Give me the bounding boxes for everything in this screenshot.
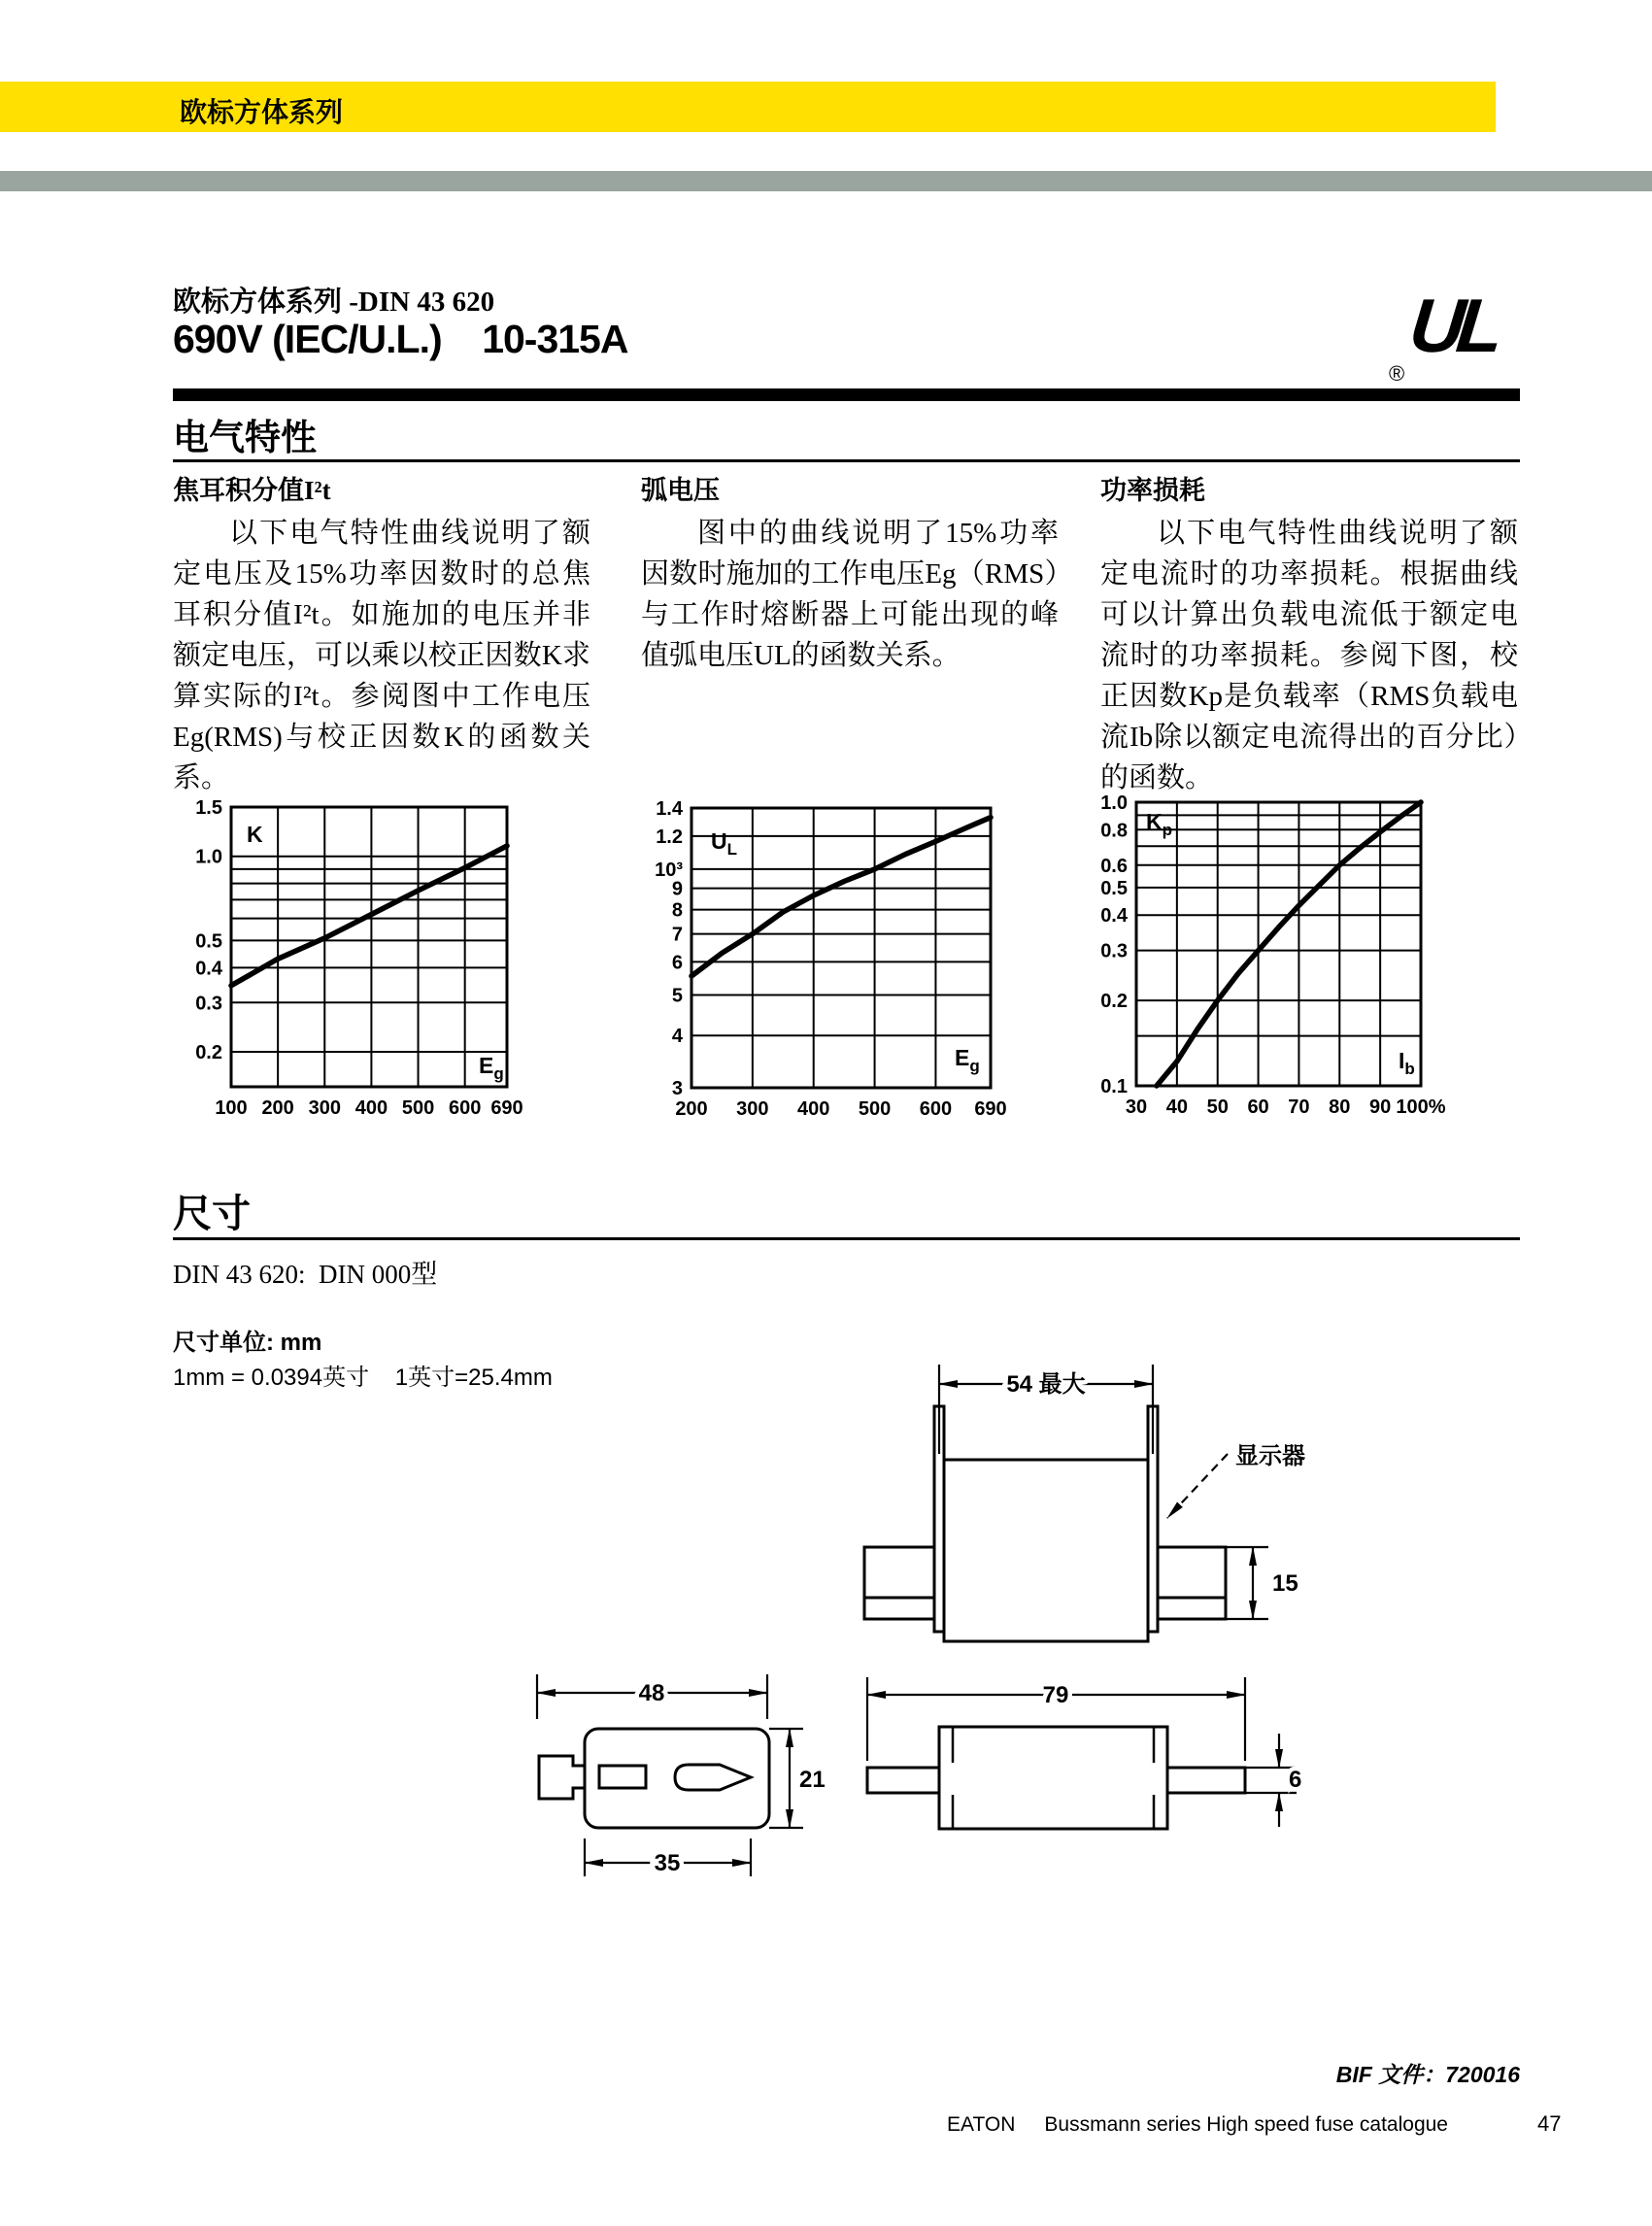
title-rule (173, 388, 1520, 401)
svg-text:90: 90 (1369, 1096, 1392, 1118)
registered-trademark-icon: ® (1389, 361, 1405, 386)
bif-file-note: BIF 文件：720016 (1335, 2062, 1520, 2087)
dimensions-rule (173, 1237, 1520, 1240)
footer-catalogue: Bussmann series High speed fuse catalogue (1044, 2113, 1448, 2136)
svg-text:1.0: 1.0 (195, 846, 222, 868)
blade-right (1158, 1547, 1226, 1619)
svg-text:0.1: 0.1 (1100, 1076, 1128, 1097)
svg-text:200: 200 (261, 1097, 294, 1119)
svg-text:6: 6 (671, 952, 683, 974)
ul-logo-letters: UL (1405, 283, 1500, 368)
svg-text:1.2: 1.2 (656, 826, 683, 848)
svg-text:0.3: 0.3 (1100, 940, 1128, 962)
svg-text:70: 70 (1288, 1096, 1310, 1118)
svg-text:0.3: 0.3 (195, 993, 222, 1015)
svg-text:0.5: 0.5 (195, 930, 222, 953)
arc-voltage-chart-plot (655, 798, 1007, 1120)
blade-tab (539, 1756, 585, 1799)
svg-text:1.0: 1.0 (1100, 793, 1128, 814)
svg-text:40: 40 (1165, 1096, 1188, 1118)
page-number: 47 (1537, 2111, 1562, 2136)
column-heading: 功率损耗 (1100, 476, 1205, 505)
svg-text:600: 600 (448, 1097, 482, 1119)
fuse-body (944, 1460, 1148, 1641)
svg-text:0.4: 0.4 (195, 958, 222, 980)
svg-text:0.8: 0.8 (1100, 820, 1128, 842)
blade-left (867, 1768, 939, 1793)
column-body: 图中的曲线说明了15%功率因数时施加的工作电压Eg（RMS）与工作时熔断器上可能出现的峰值弧电压UL的函数关系。 (641, 518, 1059, 671)
page-title: 690V (IEC/U.L.) 10-315A (173, 317, 628, 361)
svg-text:200: 200 (675, 1098, 708, 1120)
indicator-leader-arrow (1167, 1454, 1228, 1518)
svg-text:0.2: 0.2 (195, 1042, 222, 1064)
dim-label-6: 6 (1289, 1767, 1302, 1793)
svg-text:K: K (247, 822, 263, 847)
svg-text:300: 300 (308, 1097, 341, 1119)
svg-text:8: 8 (671, 899, 683, 922)
power-loss-chart (1088, 792, 1534, 1127)
svg-text:300: 300 (736, 1098, 769, 1120)
svg-text:3: 3 (671, 1078, 683, 1099)
dim-label-35: 35 (654, 1850, 681, 1876)
indicator-window (599, 1766, 646, 1788)
svg-text:80: 80 (1329, 1096, 1351, 1118)
svg-text:690: 690 (490, 1097, 523, 1119)
series-banner-label: 欧标方体系列 (180, 97, 344, 127)
svg-text:690: 690 (974, 1098, 1007, 1120)
arc-voltage-chart (631, 792, 1049, 1127)
svg-text:Kp: $K_p$ (1146, 809, 1173, 839)
svg-text:500: 500 (858, 1098, 892, 1120)
svg-text:0.2: 0.2 (1100, 991, 1128, 1013)
svg-text:Eg: $E_g$ (479, 1053, 504, 1083)
svg-text:400: 400 (354, 1097, 388, 1119)
din-standard-line: DIN 43 620: DIN 000型 (173, 1260, 438, 1289)
page-subtitle: 欧标方体系列 -DIN 43 620 (173, 287, 495, 318)
column-joule-integral (173, 469, 590, 798)
dimension-unit-label: 尺寸单位: mm (173, 1330, 322, 1356)
k-factor-chart (175, 792, 622, 1127)
fuse-body-side (939, 1727, 1167, 1829)
indicator-label: 显示器 (1235, 1443, 1305, 1469)
svg-text:500: 500 (401, 1097, 435, 1119)
svg-text:Eg: $E_g$ (955, 1045, 980, 1075)
footer-brand: EATON (947, 2113, 1016, 2136)
blade-right (1167, 1768, 1245, 1793)
svg-text:0.5: 0.5 (1100, 877, 1128, 899)
svg-text:5: 5 (671, 985, 683, 1007)
gray-divider-bar (0, 171, 1652, 191)
column-arc-voltage (641, 469, 1059, 676)
dim-label-21: 21 (799, 1767, 826, 1793)
dim-label-15: 15 (1272, 1570, 1298, 1597)
ul-certification-logo (1389, 283, 1534, 396)
svg-text:50: 50 (1206, 1096, 1229, 1118)
k-factor-chart-plot (195, 797, 523, 1119)
section-title-electrical: 电气特性 (173, 419, 317, 458)
svg-text:100%: 100% (1396, 1096, 1446, 1118)
svg-text:7: 7 (671, 924, 683, 946)
svg-text:9: 9 (671, 878, 683, 900)
series-banner (0, 82, 1496, 132)
svg-text:1.4: 1.4 (656, 798, 683, 820)
dim-label-79: 79 (1042, 1682, 1069, 1708)
power-loss-chart-plot (1100, 793, 1446, 1118)
column-body: 以下电气特性曲线说明了额定电压及15%功率因数时的总焦耳积分值I²t。如施加的电压并非额定电压，可以乘以校正因数K求算实际的I²t。参阅图中工作电压Eg(RMS)与校正因数K的函数关系。 (173, 518, 590, 793)
column-heading: 弧电压 (641, 476, 720, 505)
section-title-dimensions: 尺寸 (173, 1192, 251, 1235)
blade-left (864, 1547, 934, 1619)
dimension-conversion: 1mm = 0.0394英寸 1英寸=25.4mm (173, 1365, 553, 1391)
dim-label-48: 48 (638, 1680, 665, 1706)
svg-text:400: 400 (797, 1098, 830, 1120)
column-body: 以下电气特性曲线说明了额定电流时的功率损耗。根据曲线可以计算出负载电流低于额定电流时的功率损耗。参阅下图，校正因数Kp是负载率（RMS负载电流Ib除以额定电流得出的百分比）的函数。 (1100, 518, 1518, 793)
svg-text:600: 600 (919, 1098, 953, 1120)
drawing-side-view-indicator (845, 1345, 1428, 1680)
column-power-loss (1100, 469, 1518, 798)
svg-text:100: 100 (215, 1097, 248, 1119)
svg-text:0.6: 0.6 (1100, 855, 1128, 877)
svg-text:60: 60 (1247, 1096, 1269, 1118)
svg-text:1.5: 1.5 (195, 797, 222, 819)
svg-text:UL: $U_L$ (711, 828, 738, 859)
footer-line (947, 2113, 1448, 2137)
column-heading: 焦耳积分值I²t (173, 476, 331, 505)
svg-text:30: 30 (1125, 1096, 1148, 1118)
electrical-rule (173, 459, 1520, 462)
drawing-side-view-length (861, 1666, 1366, 1918)
svg-text:4: 4 (671, 1026, 683, 1048)
svg-text:10³: 10³ (655, 859, 683, 881)
dim-label-54-max: 54 最大 (1006, 1371, 1086, 1398)
svg-text:0.4: 0.4 (1100, 905, 1128, 928)
svg-text:Ib: $I_b$ (1399, 1048, 1415, 1078)
